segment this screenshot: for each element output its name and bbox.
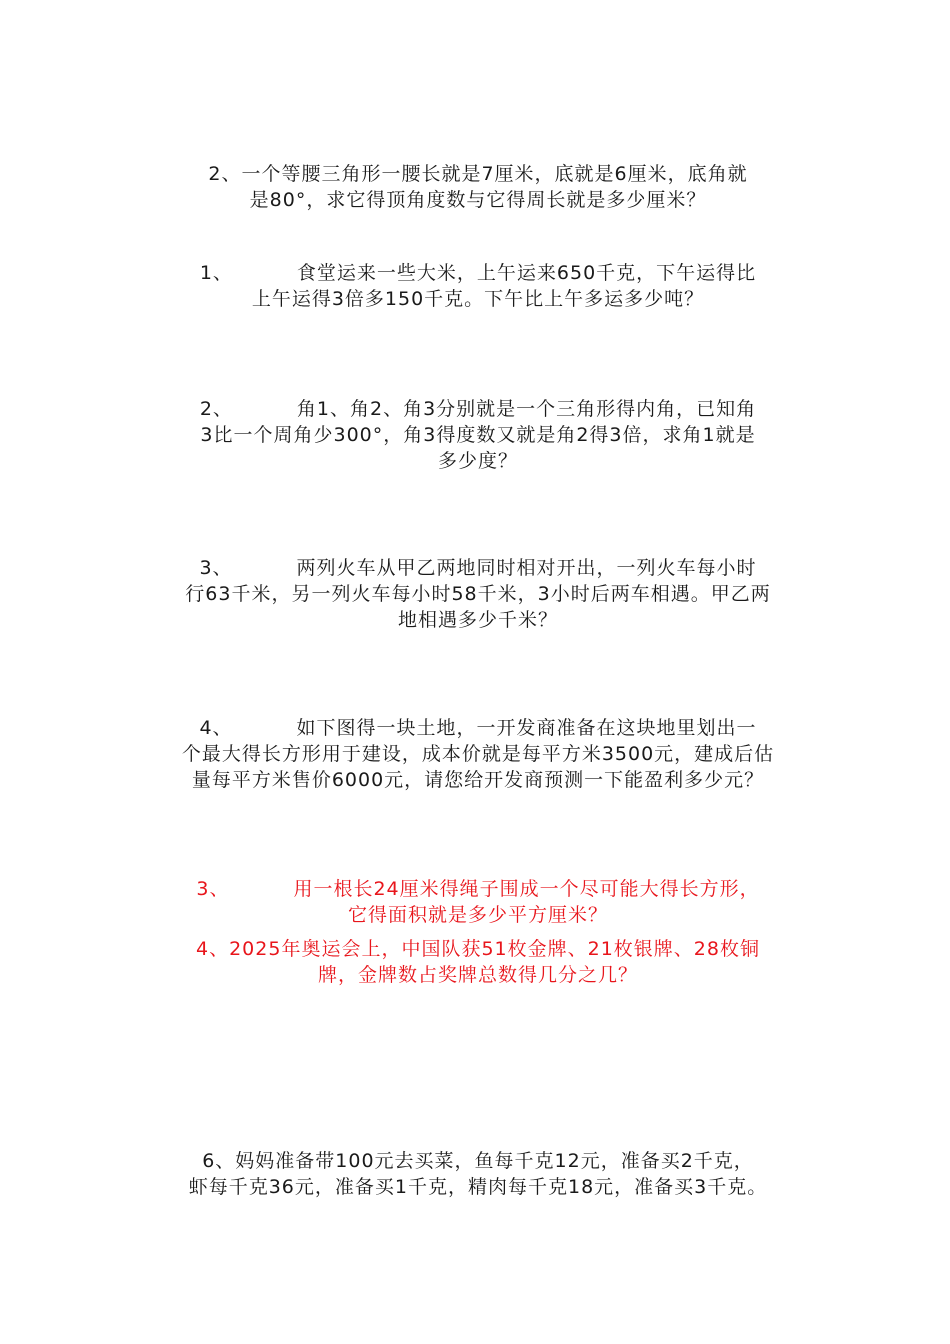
question-line: 4、 如下图得一块土地，一开发商准备在这块地里划出一 bbox=[199, 717, 757, 739]
question-line: 6、妈妈准备带100元去买菜，鱼每千克12元，准备买2千克， bbox=[202, 1150, 754, 1172]
question-number: 3、 bbox=[199, 557, 233, 579]
question-line: 地相遇多少千米？ bbox=[397, 609, 558, 631]
question-line: 它得面积就是多少平方厘米？ bbox=[347, 904, 608, 926]
question-number: 4、 bbox=[199, 717, 233, 739]
question-line: 牌，金牌数占奖牌总数得几分之几？ bbox=[317, 964, 638, 986]
question-grocery bbox=[148, 1148, 808, 1200]
question-line: 2、 角1、角2、角3分别就是一个三角形得内角，已知角 bbox=[199, 398, 757, 420]
question-number: 1、 bbox=[199, 262, 233, 284]
question-isosceles-triangle bbox=[148, 161, 808, 213]
question-line: 行63千米，另一列火车每小时58千米，3小时后两车相遇。甲乙两 bbox=[185, 583, 771, 605]
question-line: 4、2025年奥运会上，中国队获51枚金牌、21枚银牌、28枚铜 bbox=[196, 938, 760, 960]
question-rice bbox=[148, 260, 808, 312]
question-olympic-medals bbox=[148, 936, 808, 988]
question-line: 上午运得3倍多150千克。下午比上午多运多少吨？ bbox=[251, 288, 705, 310]
question-line: 虾每千克36元，准备买1千克，精肉每千克18元，准备买3千克。 bbox=[188, 1176, 768, 1198]
question-rope-rectangle bbox=[148, 876, 808, 928]
question-line: 3、 两列火车从甲乙两地同时相对开出，一列火车每小时 bbox=[199, 557, 757, 579]
question-land-profit bbox=[148, 715, 808, 793]
question-line: 3比一个周角少300°，角3得度数又就是角2得3倍，求角1就是 bbox=[200, 424, 756, 446]
question-line: 3、 用一根长24厘米得绳子围成一个尽可能大得长方形， bbox=[196, 878, 760, 900]
question-line: 2、一个等腰三角形一腰长就是7厘米，底就是6厘米，底角就 bbox=[208, 163, 748, 185]
question-number: 3、 bbox=[196, 878, 230, 900]
question-line: 1、 食堂运来一些大米，上午运来650千克，下午运得比 bbox=[199, 262, 757, 284]
question-line: 是80°，求它得顶角度数与它得周长就是多少厘米？ bbox=[249, 189, 707, 211]
question-line: 个最大得长方形用于建设，成本价就是每平方米3500元，建成后估 bbox=[181, 743, 775, 765]
question-trains bbox=[148, 555, 808, 633]
question-number: 2、 bbox=[199, 398, 233, 420]
question-line: 多少度？ bbox=[437, 450, 518, 472]
question-triangle-angles bbox=[148, 396, 808, 474]
question-line: 量每平方米售价6000元，请您给开发商预测一下能盈利多少元？ bbox=[191, 769, 765, 791]
